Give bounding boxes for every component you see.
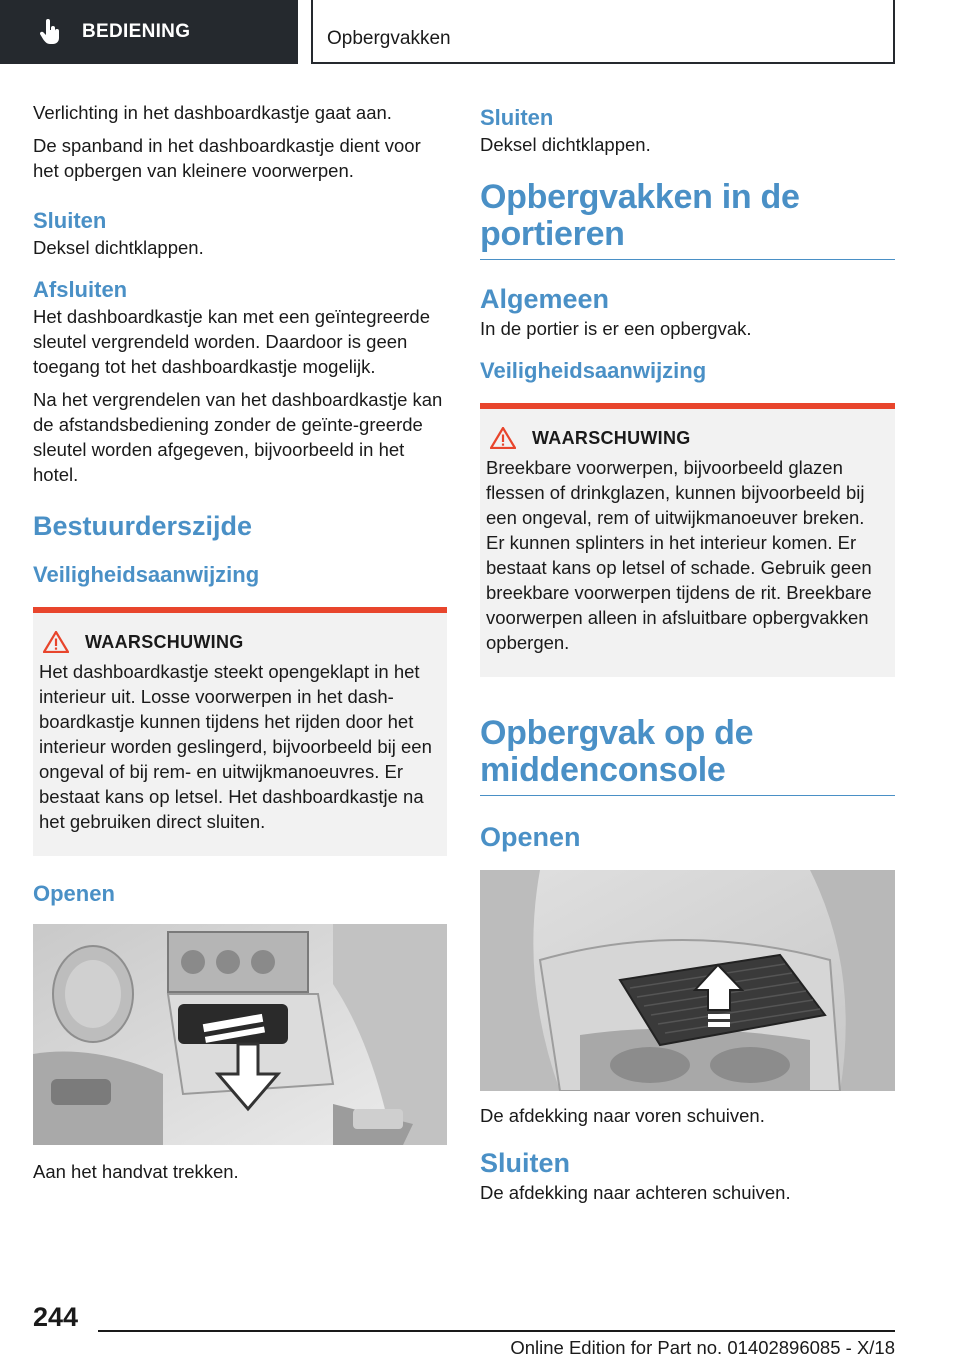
chapter-tab [0, 0, 298, 64]
paragraph: Na het vergrendelen van het dashboardkastje kan de afstandsbediening zonder de geïnte-greerde sleutel worden afgegeven, bijvoorbeeld in het hotel. [33, 389, 443, 485]
figure-caption: Aan het handvat trekken. [33, 1161, 239, 1182]
section-heading: Veiligheidsaanwijzing [480, 358, 707, 383]
section-heading: Bestuurderszijde [33, 511, 253, 541]
warning-title: WAARSCHUWING [532, 427, 691, 448]
section-heading: Algemeen [480, 284, 610, 314]
figure-caption: De afdekking naar voren schuiven. [480, 1105, 765, 1126]
warning-text: Breekbare voorwerpen, bijvoorbeeld glazen flessen of drinkglazen, kunnen bijvoorbeeld bij een ongeval, rem of uitwijkmanoeuver breken. Er kunnen splinters in het interieur komen. Er bestaat kans op letsel of schade. Gebruik geen breekbare voorwerpen tijdens de rit. Breekbare voorwerpen alleen in afsluitbare opbergvakken opbergen. [486, 457, 872, 653]
glovebox-illustration [33, 924, 447, 1145]
warning-box [33, 607, 447, 856]
section-heading: Veiligheidsaanwijzing [33, 562, 260, 587]
section-heading: Afsluiten [33, 277, 128, 302]
paragraph: Deksel dichtklappen. [480, 134, 651, 155]
page-number: 244 [33, 1302, 79, 1332]
section-heading: Openen [480, 822, 581, 852]
paragraph: De afdekking naar achteren schuiven. [480, 1182, 791, 1203]
chapter-label: BEDIENING [82, 21, 191, 42]
paragraph: Het dashboardkastje kan met een geïntegreerde sleutel vergrendeld worden. Daardoor is geen toegang tot het dashboardkastje mogelijk. [33, 306, 430, 377]
warning-title: WAARSCHUWING [85, 631, 244, 652]
left-column [33, 100, 447, 1192]
warning-triangle-icon [490, 427, 516, 449]
paragraph: Verlichting in het dashboardkastje gaat aan. [33, 102, 392, 123]
paragraph: De spanband in het dashboardkastje dient voor het opbergen van kleinere voorwerpen. [33, 135, 421, 181]
section-heading: Openen [33, 881, 115, 906]
chapter-heading: Opbergvak op de middenconsole [480, 715, 895, 796]
section-heading: Sluiten [33, 208, 107, 233]
footer-divider [98, 1330, 895, 1332]
warning-header [39, 631, 439, 653]
center-console-illustration [480, 870, 895, 1091]
warning-header [486, 427, 887, 449]
warning-triangle-icon [43, 631, 69, 653]
warning-box [480, 403, 895, 677]
warning-text: Het dashboardkastje steekt opengeklapt in het interieur uit. Losse voorwerpen in het dash-boardkastje kunnen tijdens het rijden door het interieur worden geslingerd, bijvoorbeeld bij een ongeval of bij rem- en uitwijkmanoeuvres. Er bestaat kans op letsel. Het dashboardkastje na het gebruiken direct sluiten. [39, 661, 432, 832]
paragraph: In de portier is er een opbergvak. [480, 318, 752, 339]
chapter-heading: Opbergvakken in de portieren [480, 179, 895, 260]
paragraph: Deksel dichtklappen. [33, 237, 204, 258]
page-title: Opbergvakken [327, 28, 451, 49]
section-heading: Sluiten [480, 1148, 571, 1178]
section-heading: Sluiten [480, 105, 554, 130]
hand-pointer-icon [40, 19, 60, 45]
edition-text: Online Edition for Part no. 01402896085 - X/18 [510, 1337, 895, 1358]
right-column [480, 100, 895, 1213]
page-header [311, 0, 895, 64]
